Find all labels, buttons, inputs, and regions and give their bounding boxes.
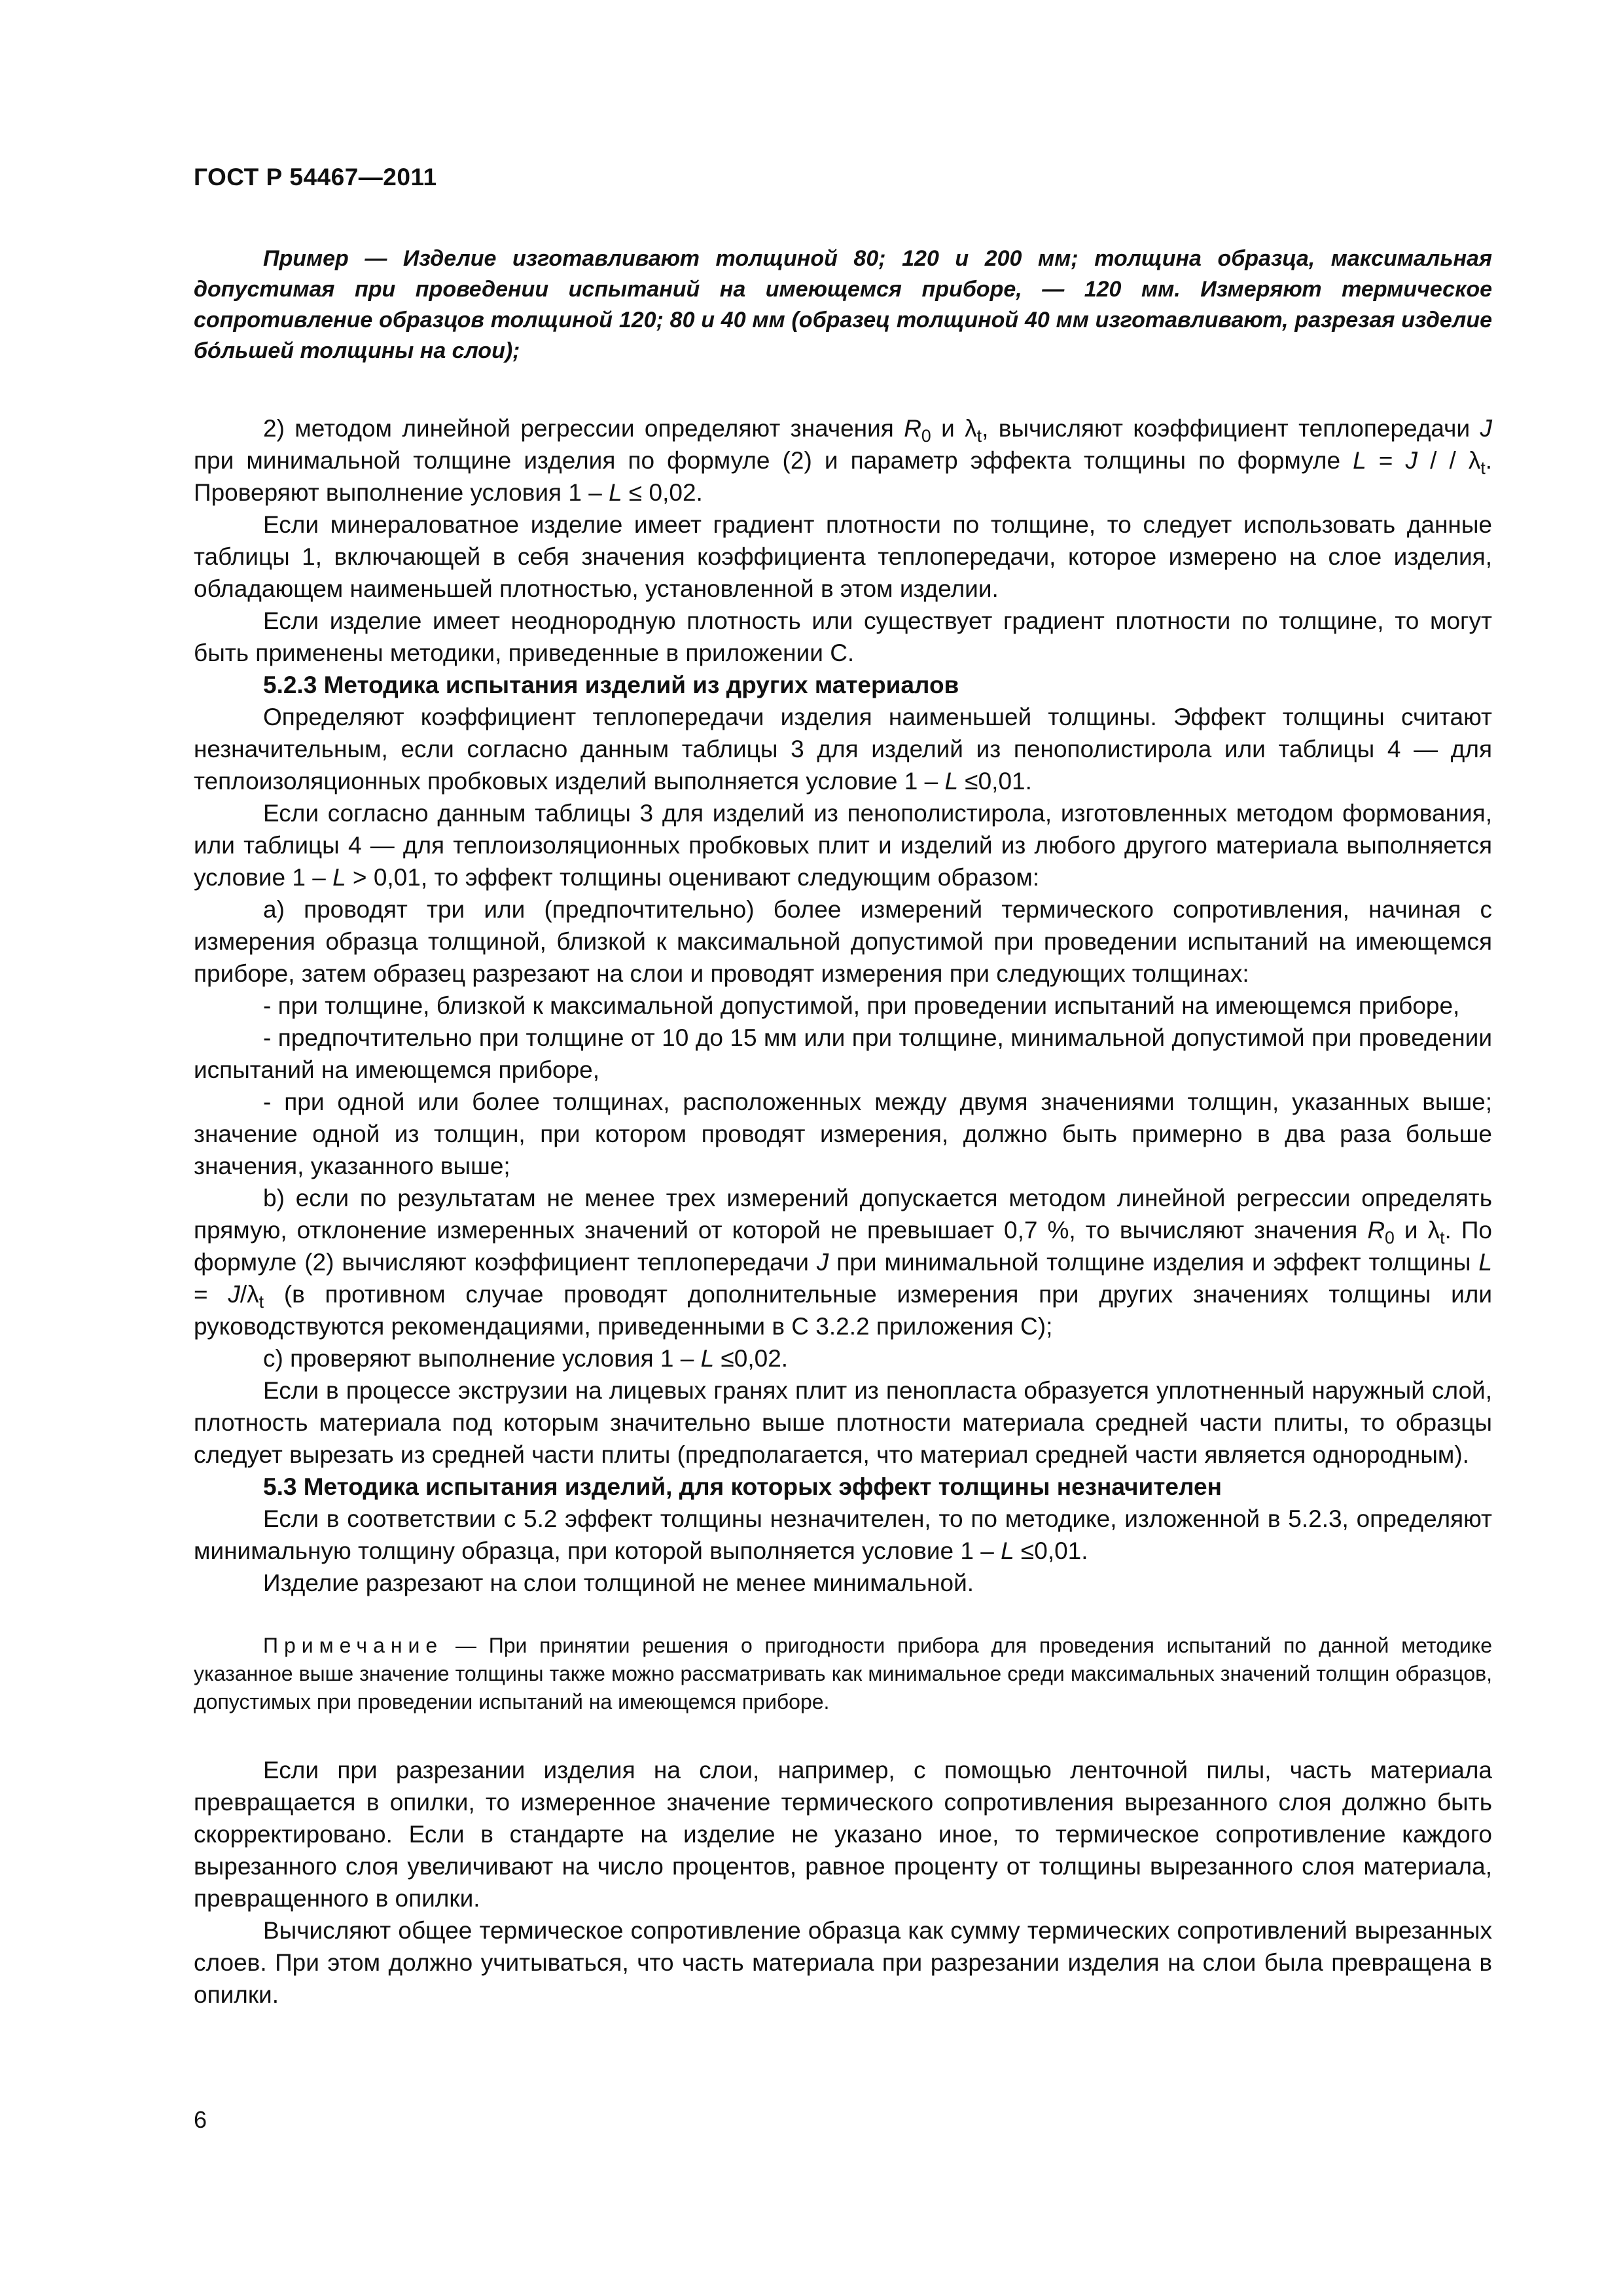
symbol-r: R — [904, 415, 921, 442]
dash-item-10-15-mm: - предпочтительно при толщине от 10 до 15 мм или при толщине, минимальной допустимой при проведении испытаний на имеющемся приборе, — [194, 1024, 1492, 1083]
text-fragment: /λ — [240, 1281, 259, 1308]
subscript-0: 0 — [1385, 1227, 1395, 1247]
symbol-l: L — [1001, 1537, 1014, 1564]
subscript-t: t — [976, 425, 982, 446]
list-item-c — [194, 1342, 1492, 1374]
symbol-j: J — [228, 1281, 240, 1308]
text-fragment: ≤0,01. — [958, 768, 1032, 795]
subscript-t: t — [259, 1291, 264, 1312]
paragraph-mineral-wool: Если минераловатное изделие имеет градиент плотности по толщине, то следует использовать данные таблицы 1, включающей в себя значения коэффициента теплопередачи, которое измерено на слое изделия, обладающем наименьшей плотностью, установленной в этом изделии. — [194, 511, 1492, 602]
note-label: Примечание — [263, 1634, 444, 1657]
dash-item-intermediate: - при одной или более толщинах, расположенных между двумя значениями толщин, указанных выше; значение одной из толщин, при котором проводят измерения, должно быть примерно в два раза больше значения, указанного выше; — [194, 1088, 1492, 1179]
symbol-j: J — [1405, 447, 1418, 474]
paragraph-sawdust-correction: Если при разрезании изделия на слои, например, с помощью ленточной пилы, часть материала превращается в опилки, то измеренное значение термического сопротивления вырезанного слоя должно быть скорректировано. Если в стандарте на изделие не указано иное, то термическое сопротивление каждого вырезанного слоя увеличивают на число процентов, равное проценту от толщины вырезанного слоя материала, превращенного в опилки. — [194, 1757, 1492, 1912]
paragraph-minimum-thickness — [194, 1503, 1492, 1567]
text-fragment: / / λ — [1418, 447, 1481, 474]
text-fragment: ≤ 0,02. — [622, 479, 703, 506]
section-heading-5-2-3: 5.2.3 Методика испытания изделий из других материалов — [263, 672, 959, 698]
text-fragment: . Проверяют выполнение условия 1 – — [194, 447, 1493, 506]
subscript-0: 0 — [921, 425, 931, 446]
text-fragment: и λ — [1394, 1217, 1440, 1244]
paragraph-linear-regression — [194, 412, 1492, 509]
text-fragment: при минимальной толщине изделия по формуле (2) и параметр эффекта толщины по формуле — [194, 447, 1353, 474]
paragraph-effect-evaluation — [194, 797, 1492, 893]
section-heading-5-3: 5.3 Методика испытания изделий, для которых эффект толщины незначителен — [263, 1473, 1222, 1500]
symbol-l: L — [332, 864, 346, 891]
list-item-b — [194, 1182, 1492, 1342]
symbol-l: L — [609, 479, 622, 506]
paragraph-nonuniform-density: Если изделие имеет неоднородную плотность или существует градиент плотности по толщине, то могут быть применены методики, приведенные в приложении С. — [194, 607, 1492, 666]
text-fragment: . По формуле (2) вычисляют коэффициент теплопередачи — [194, 1217, 1493, 1276]
text-fragment: > 0,01, то эффект толщины оценивают следующим образом: — [346, 864, 1040, 891]
paragraph-total-resistance: Вычисляют общее термическое сопротивление образца как сумму термических сопротивлений вырезанных слоев. При этом должно учитываться, что часть материала при разрезании изделия на слои была превращена в опилки. — [194, 1917, 1492, 2008]
symbol-l: L — [1353, 447, 1366, 474]
symbol-j: J — [1480, 415, 1492, 442]
text-fragment: при минимальной толщине изделия и эффект толщины — [829, 1249, 1479, 1276]
list-item-a: а) проводят три или (предпочтительно) более измерений термического сопротивления, начиная с измерения образца толщиной, близкой к максимальной допустимой при проведении испытаний на имеющемся приборе, затем образец разрезают на слои и проводят измерения при следующих толщинах: — [194, 896, 1492, 987]
subscript-t: t — [1440, 1227, 1445, 1247]
paragraph-extrusion: Если в процессе экструзии на лицевых гранях плит из пенопласта образуется уплотненный наружный слой, плотность материала под которым значительно выше плотности материала средней части плиты, то образцы следует вырезать из средней части плиты (предполагается, что материал средней части является однородным). — [194, 1377, 1492, 1468]
text-fragment: ≤0,02. — [714, 1345, 789, 1372]
example-paragraph: Пример — Изделие изготавливают толщиной 80; 120 и 200 мм; толщина образца, максимальная допустимая при проведении испытаний на имеющемся приборе, — 120 мм. Измеряют термическое сопротивление образцов толщиной 120; 80 и 40 мм (образец толщиной 40 мм изготавливают, разрезая изделие бо́льшей толщины на слои); — [194, 246, 1492, 363]
symbol-r: R — [1367, 1217, 1385, 1244]
page-number: 6 — [194, 2106, 207, 2133]
subscript-t: t — [1480, 457, 1486, 478]
text-fragment: ≤0,01. — [1014, 1537, 1088, 1564]
text-fragment: Если согласно данным таблицы 3 для изделий из пенополистирола, изготовленных методом формования, или таблицы 4 — для теплоизоляционных пробковых плит и изделий из любого другого материала выполняется условие 1 – — [194, 800, 1492, 891]
symbol-l: L — [944, 768, 959, 795]
paragraph-smallest-thickness — [194, 701, 1492, 797]
note-block — [194, 1632, 1492, 1716]
text-fragment: = — [1366, 447, 1406, 474]
text-fragment: и λ — [931, 415, 977, 442]
text-fragment: Если в соответствии с 5.2 эффект толщины незначителен, то по методике, изложенной в 5.2.3, определяют минимальную толщину образца, при которой выполняется условие 1 – — [194, 1505, 1492, 1564]
dash-item-max-thickness: - при толщине, близкой к максимальной допустимой, при проведении испытаний на имеющемся приборе, — [263, 992, 1460, 1019]
text-fragment: с) проверяют выполнение условия 1 – — [263, 1345, 701, 1372]
symbol-l: L — [1478, 1249, 1492, 1276]
note-text: — При принятии решения о пригодности прибора для проведения испытаний по данной методике указанное выше значение толщины также можно рассматривать как минимальное среди максимальных значений толщин образцов, допустимых при проведении испытаний на имеющемся приборе. — [194, 1634, 1492, 1713]
text-fragment: 2) методом линейной регрессии определяют значения — [263, 415, 904, 442]
page-content — [194, 164, 1492, 2011]
symbol-l: L — [700, 1345, 715, 1372]
text-fragment: = — [194, 1281, 228, 1308]
document-header: ГОСТ Р 54467—2011 — [194, 164, 437, 190]
text-fragment: (в противном случае проводят дополнительные измерения при других значениях толщины или руководствуются рекомендациями, приведенными в С 3.2.2 приложения С); — [194, 1281, 1493, 1340]
text-fragment: , вычисляют коэффициент теплопередачи — [982, 415, 1480, 442]
text-fragment: b) если по результатам не менее трех измерений допускается методом линейной регрессии определять прямую, отклонение измеренных значений от которой не превышает 0,7 %, то вычисляют значения — [194, 1185, 1492, 1244]
paragraph-cut-layers: Изделие разрезают на слои толщиной не менее минимальной. — [263, 1570, 974, 1596]
symbol-j: J — [816, 1249, 829, 1276]
text-fragment: Определяют коэффициент теплопередачи изделия наименьшей толщины. Эффект толщины считают незначительным, если согласно данным таблицы 3 для изделий из пенополистирола или таблицы 4 — для теплоизоляционных пробковых изделий выполняется условие 1 – — [194, 704, 1492, 795]
